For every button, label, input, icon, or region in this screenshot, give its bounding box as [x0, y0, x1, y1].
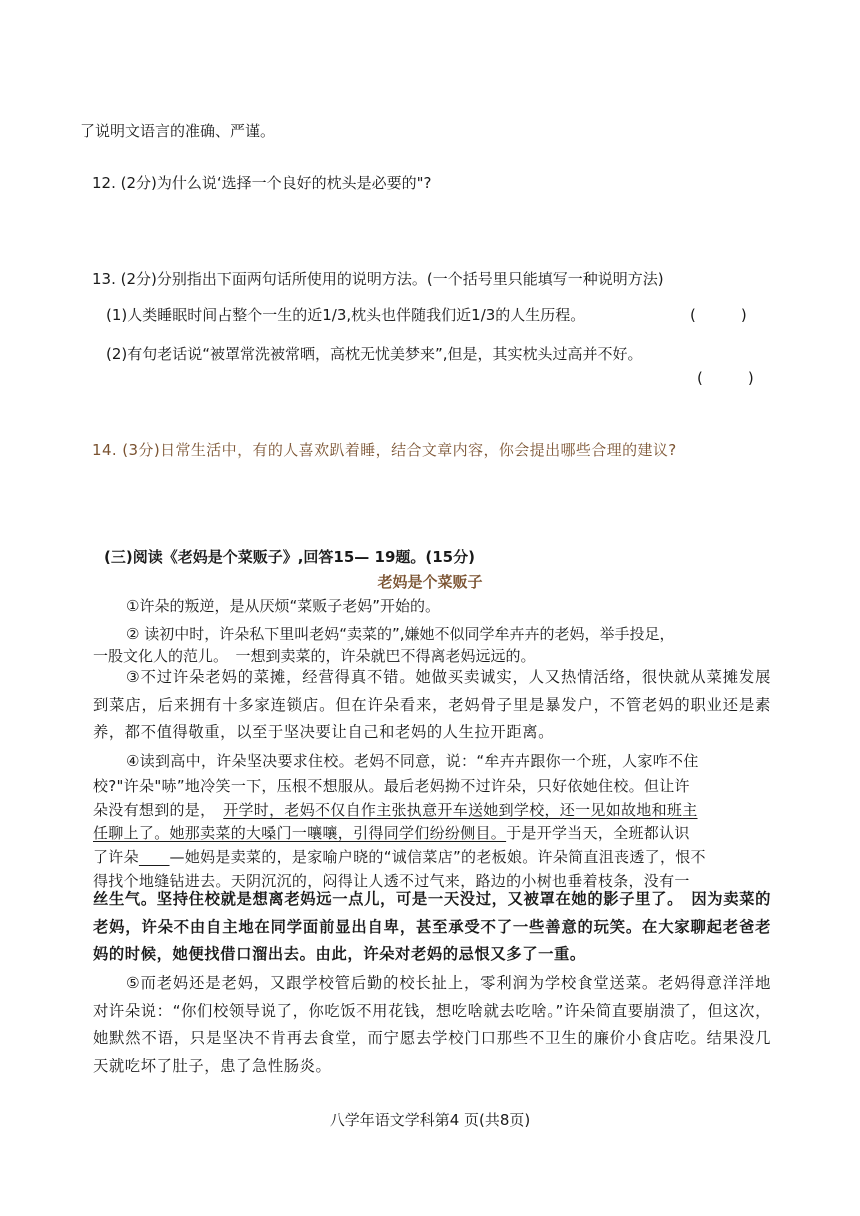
paragraph-4-line-3-text: 朵没有想到的是， [93, 801, 224, 819]
question-12: 12. (2分)为什么说‘选择一个良好的枕头是必要的"? [92, 174, 432, 192]
paragraph-4-line-5-start: 了许朵 [93, 848, 139, 866]
paragraph-4-line-4-text: 于是开学当天，全班都认识 [506, 824, 690, 842]
question-14: 14. (3分)日常生活中，有的人喜欢趴着睡，结合文章内容，你会提出哪些合理的建议? [92, 441, 677, 459]
paragraph-4-line-5-text: —她妈是卖菜的，是家喻户晓的“诚信菜店”的老板娘。许朵简直沮丧透了，恨不 [169, 848, 706, 866]
underlined-sentence-part-2: 任聊上了。她那卖菜的大嗓门一嚷嚷，引得同学们纷纷侧目。 [93, 824, 507, 842]
section-heading: (三)阅读《老妈是个菜贩子》,回答15— 19题。(15分) [104, 548, 475, 566]
previous-answer-fragment: 了说明文语言的准确、严谨。 [80, 122, 276, 140]
paragraph-4-line-2: 校?"许朵"哧”地冷笑一下，压根不想服从。最后老妈拗不过许朵，只好依她住校。但让许 [93, 777, 690, 795]
question-13-answer-blank-2: ( ) [697, 369, 754, 387]
question-13-item-2: (2)有句老话说“被罩常洗被常晒，高枕无忧美梦来”,但是，其实枕头过高并不好。 [106, 345, 643, 363]
paragraph-2-line-2: 一股文化人的范儿。 一想到卖菜的，许朵就巴不得离老妈远远的。 [93, 647, 536, 665]
paragraph-4-bold-passage: 丝生气。坚持住校就是想离老妈远一点儿，可是一天没过，又被罩在她的影子里了。 因为卖菜的老妈，许朵不由自主地在同学面前显出自卑，甚至承受不了一些善意的玩笑。在大家聊起老爸老妈的时候，她便找借口溜出去。由此，许朵对老妈的忌恨又多了一重。 [93, 890, 771, 963]
article-title: 老妈是个菜贩子 [377, 573, 483, 591]
paragraph-4-line-6: 得找个地缝钻进去。天阴沉沉的，闷得让人透不过气来，路边的小树也垂着枝条，没有一 [93, 872, 690, 890]
underlined-sentence-part-1: 开学时，老妈不仅自作主张执意开车送她到学校，还一见如故地和班主 [223, 801, 698, 819]
paragraph-2-line-1: ② 读初中时，许朵私下里叫老妈“卖菜的”,嫌她不似同学牟卉卉的老妈，举手投足， [126, 625, 675, 643]
paragraph-1: ①许朵的叛逆，是从厌烦“菜贩子老妈”开始的。 [126, 597, 440, 615]
question-13: 13. (2分)分别指出下面两句话所使用的说明方法。(一个括号里只能填写一种说明方法) [92, 270, 664, 288]
paragraph-5: ⑤而老妈还是老妈，又跟学校管后勤的校长扯上，零利润为学校食堂送菜。老妈得意洋洋地对许朵说：“你们校领导说了，你吃饭不用花钱，想吃啥就去吃啥。”许朵简直要崩溃了，但这次，她默然不语，只是坚决不肯再去食堂，而宁愿去学校门口那些不卫生的廉价小食店吃。结果没几天就吃坏了肚子，患了急性肠炎。 [93, 974, 771, 1075]
page-footer: 八学年语文学科第4 页(共8页) [329, 1111, 531, 1129]
paragraph-3: ③不过许朵老妈的菜摊，经营得真不错。她做买卖诚实，人又热情活络，很快就从菜摊发展到菜店，后来拥有十多家连锁店。但在许朵看来，老妈骨子里是暴发户，不管老妈的职业还是素养，都不值得敬重，以至于坚决要让自己和老妈的人生拉开距离。 [93, 668, 771, 741]
paragraph-4-line-1: ④读到高中，许朵坚决要求住校。老妈不同意，说：“牟卉卉跟你一个班，人家咋不住 [126, 752, 699, 770]
paragraph-4-line-3 [93, 799, 698, 820]
question-13-item-1: (1)人类睡眠时间占整个一生的近1/3,枕头也伴随我们近1/3的人生历程。 [106, 306, 586, 324]
underlined-blank [139, 848, 170, 866]
question-13-answer-blank-1: ( ) [690, 306, 747, 324]
paragraph-4-line-4 [93, 822, 690, 843]
paragraph-4-line-5 [93, 846, 706, 867]
